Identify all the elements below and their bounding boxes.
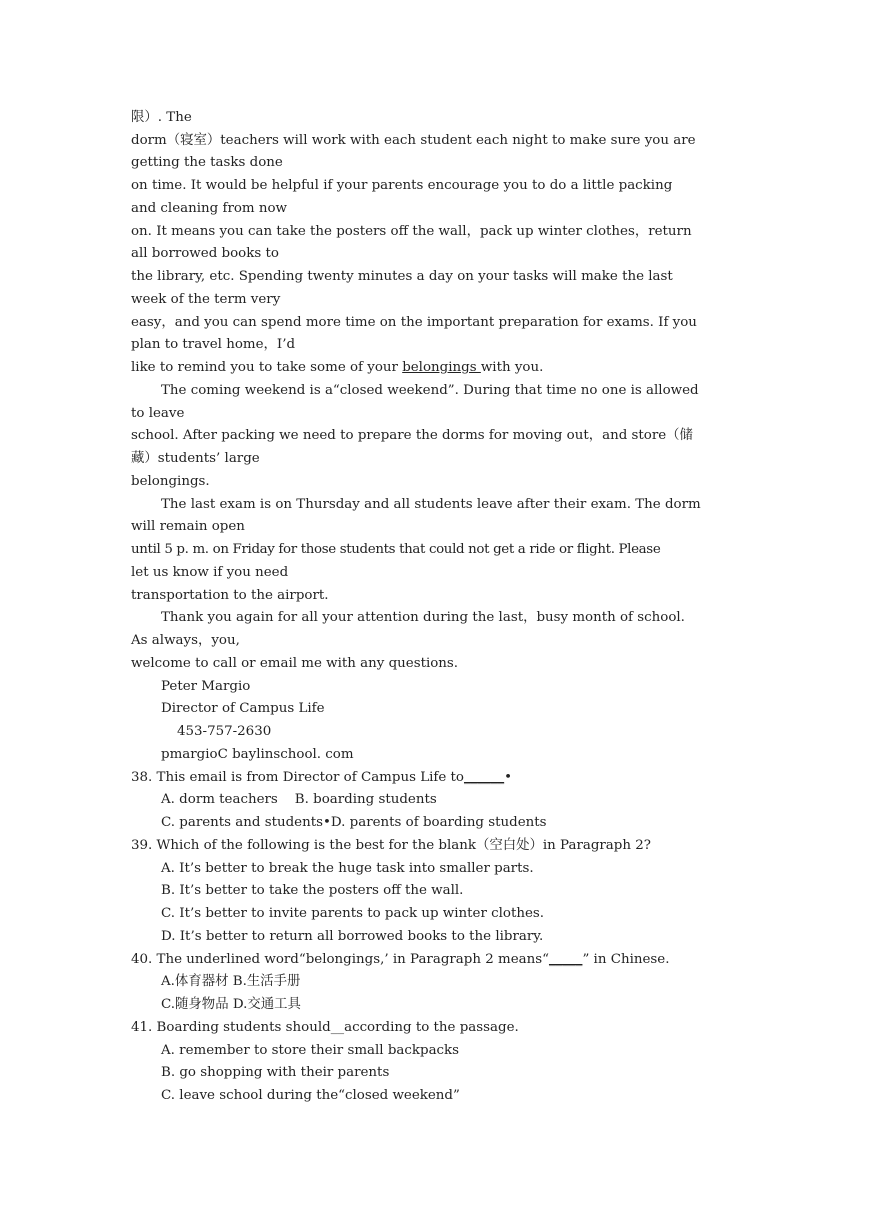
passage-line: and cleaning from now bbox=[131, 201, 288, 216]
signature-phone: 453-757-2630 bbox=[177, 724, 272, 739]
passage-line: 藏）students’ large bbox=[131, 451, 260, 466]
passage-text: like to remind you to take some of your bbox=[131, 360, 403, 375]
passage-line: belongings. bbox=[131, 474, 210, 489]
passage-line: transportation to the airport. bbox=[131, 588, 329, 603]
question-39-stem: 39. Which of the following is the best for the blank（空白处）in Paragraph 2? bbox=[131, 838, 651, 853]
passage-line: The last exam is on Thursday and all students leave after their exam. The dorm bbox=[161, 497, 701, 512]
passage-line bbox=[131, 360, 543, 376]
passage-line: 限）. The bbox=[131, 110, 192, 125]
answer-blank: _____ bbox=[548, 952, 583, 967]
signature-email: pmargioC baylinschool. com bbox=[161, 747, 354, 762]
question-40-stem bbox=[131, 952, 669, 968]
passage-line: on. It means you can take the posters off the wall，pack up winter clothes，return bbox=[131, 224, 692, 239]
question-38-options: A. dorm teachers B. boarding students bbox=[161, 792, 437, 807]
passage-line: on time. It would be helpful if your parents encourage you to do a little packing bbox=[131, 178, 673, 193]
question-39-option: D. It’s better to return all borrowed books to the library. bbox=[161, 929, 544, 944]
signature-title: Director of Campus Life bbox=[161, 701, 325, 716]
question-39-option: B. It’s better to take the posters off the wall. bbox=[161, 883, 464, 898]
passage-line: As always，you, bbox=[131, 633, 240, 648]
question-text: ” in Chinese. bbox=[582, 952, 670, 967]
passage-line: plan to travel home，I’d bbox=[131, 337, 296, 352]
signature-name: Peter Margio bbox=[161, 679, 251, 694]
passage-text: with you. bbox=[480, 360, 544, 375]
underlined-word: belongings bbox=[402, 360, 481, 375]
question-41-option: C. leave school during the“closed weekend” bbox=[161, 1088, 460, 1103]
passage-line: welcome to call or email me with any questions. bbox=[131, 656, 459, 671]
question-text: 40. The underlined word“belongings,’ in Paragraph 2 means“ bbox=[131, 952, 549, 967]
passage-line: The coming weekend is a“closed weekend”. During that time no one is allowed bbox=[161, 383, 699, 398]
question-38-stem bbox=[131, 770, 512, 786]
passage-line: the library, etc. Spending twenty minutes a day on your tasks will make the last bbox=[131, 269, 673, 284]
passage-line: easy，and you can spend more time on the important preparation for exams. If you bbox=[131, 315, 697, 330]
question-39-option: A. It’s better to break the huge task into smaller parts. bbox=[161, 861, 534, 876]
passage-line: week of the term very bbox=[131, 292, 281, 307]
passage-line: Thank you again for all your attention during the last，busy month of school. bbox=[161, 610, 685, 625]
question-40-options: A.体育器材 B.生活手册 bbox=[161, 974, 301, 989]
passage-line: will remain open bbox=[131, 519, 245, 534]
passage-line: let us know if you need bbox=[131, 565, 289, 580]
question-41-option: A. remember to store their small backpacks bbox=[161, 1043, 460, 1058]
passage-line: dorm（寝室）teachers will work with each student each night to make sure you are bbox=[131, 133, 696, 148]
passage-line: until 5 p. m. on Friday for those students that could not get a ride or flight. Please bbox=[131, 542, 661, 557]
question-40-options: C.随身物品 D.交通工具 bbox=[161, 997, 301, 1012]
question-text: • bbox=[504, 770, 513, 785]
passage-line: all borrowed books to bbox=[131, 246, 279, 261]
question-38-options: C. parents and students•D. parents of boarding students bbox=[161, 815, 547, 830]
passage-line: to leave bbox=[131, 406, 185, 421]
question-39-option: C. It’s better to invite parents to pack up winter clothes. bbox=[161, 906, 545, 921]
answer-blank: ______ bbox=[463, 770, 505, 785]
passage-line: school. After packing we need to prepare the dorms for moving out，and store（储 bbox=[131, 428, 693, 443]
passage-line: getting the tasks done bbox=[131, 155, 283, 170]
question-41-option: B. go shopping with their parents bbox=[161, 1065, 390, 1080]
question-41-stem: 41. Boarding students should__according to the passage. bbox=[131, 1020, 519, 1035]
question-text: 38. This email is from Director of Campus Life to bbox=[131, 770, 464, 785]
